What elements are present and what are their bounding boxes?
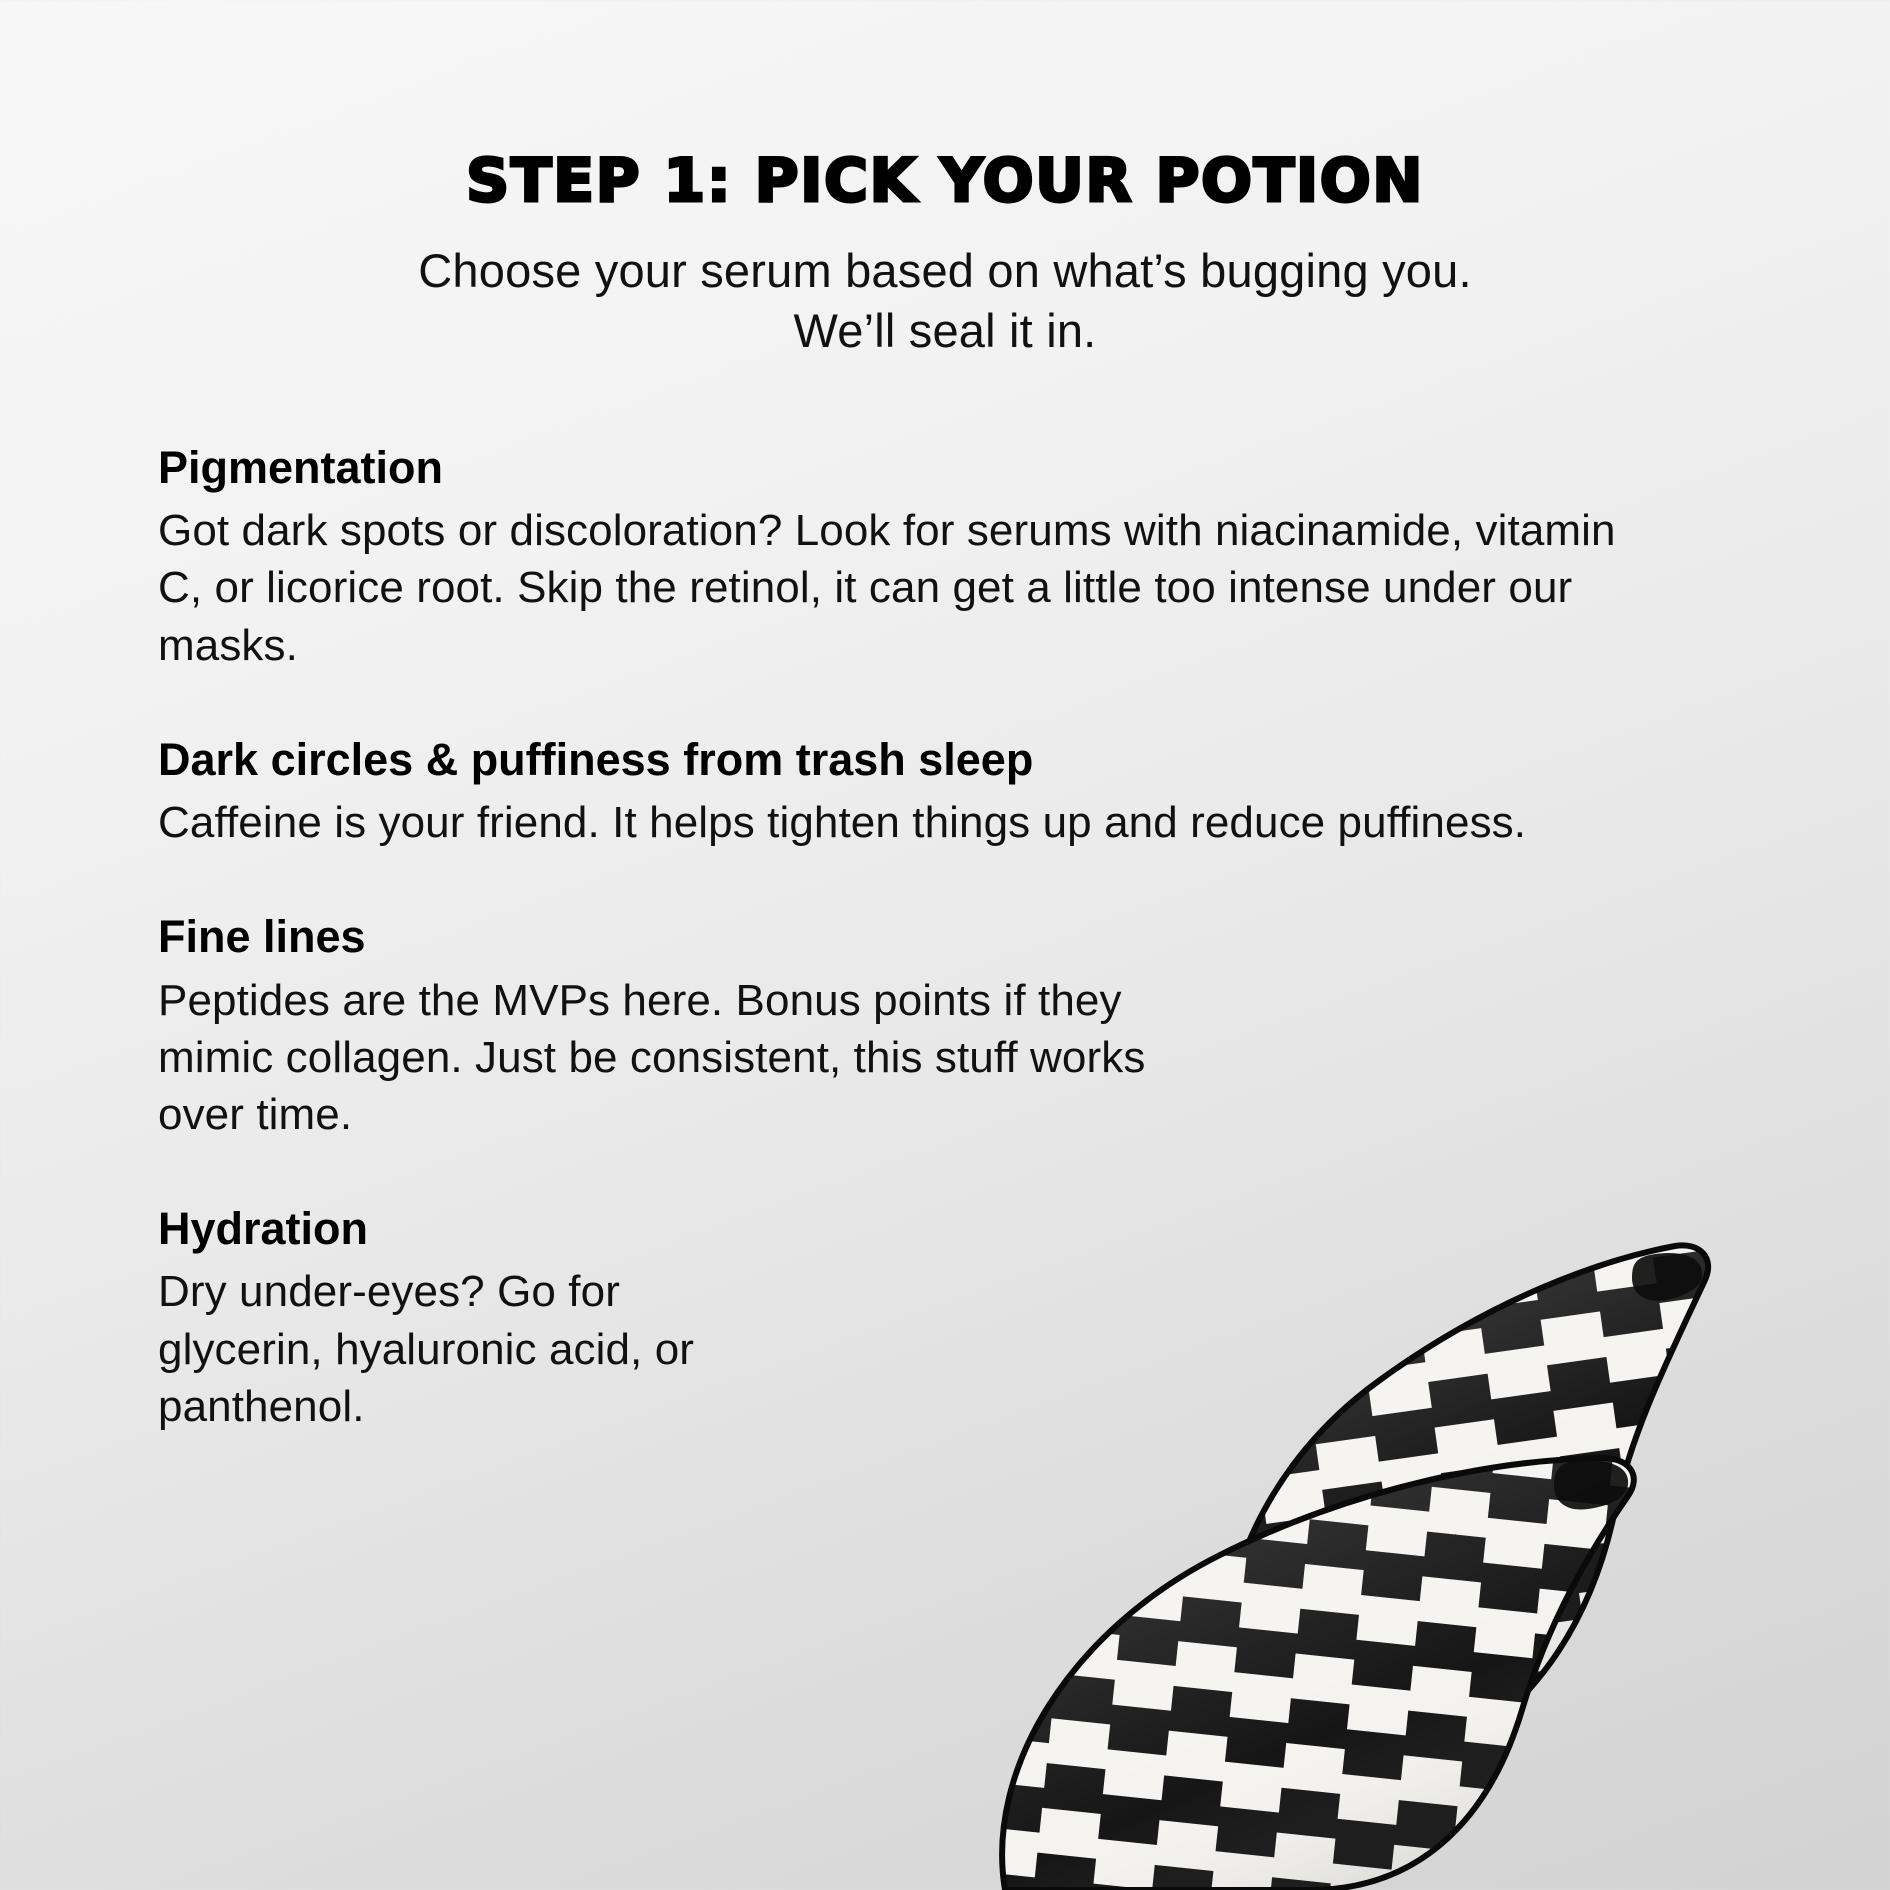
section-body: Peptides are the MVPs here. Bonus points if they mimic collagen. Just be consistent, this stuff works over time. — [158, 975, 1146, 1139]
section-body: Dry under-eyes? Go for glycerin, hyaluronic acid, or panthenol. — [158, 1267, 695, 1431]
section-fine-lines — [158, 909, 1638, 1143]
header — [0, 146, 1890, 361]
section-pigmentation — [158, 440, 1638, 674]
section-heading: Pigmentation — [158, 442, 444, 493]
eye-mask-front — [950, 1410, 1670, 1890]
sections-list — [158, 440, 1638, 1435]
subtitle — [0, 241, 1890, 361]
subtitle-line-2: We’ll seal it in. — [793, 304, 1097, 358]
section-heading: Dark circles & puffiness from trash sleep — [158, 733, 1034, 785]
section-heading: Fine lines — [158, 911, 366, 963]
page-title: STEP 1: PICK YOUR POTION — [466, 146, 1424, 216]
section-body: Got dark spots or discoloration? Look for serums with niacinamide, vitamin C, or licorice root. Skip the retinol, it can get a little too intense under our masks. — [158, 506, 1616, 670]
subtitle-line-1: Choose your serum based on what’s bugging you. — [418, 244, 1472, 297]
section-body: Caffeine is your friend. It helps tighten things up and reduce puffiness. — [158, 798, 1527, 848]
section-hydration — [158, 1201, 1638, 1435]
section-heading: Hydration — [158, 1203, 369, 1255]
section-dark-circles — [158, 732, 1638, 851]
